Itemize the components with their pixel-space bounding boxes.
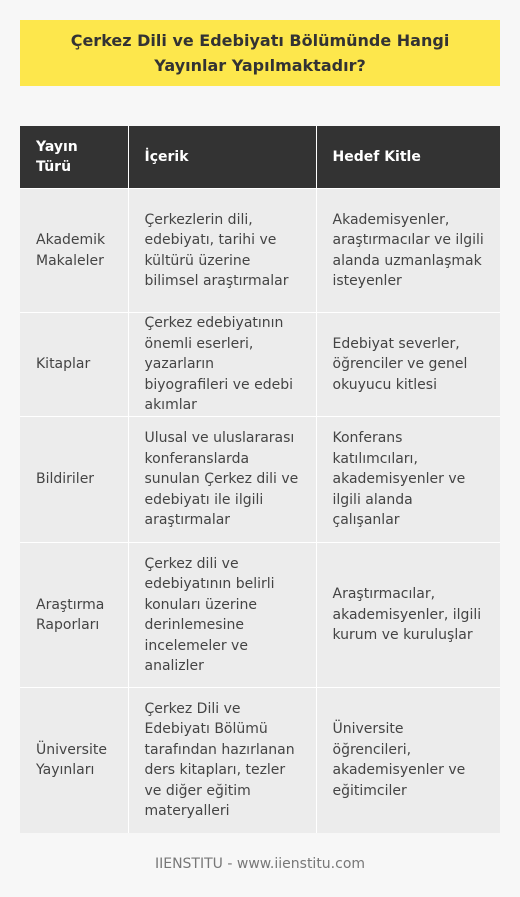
cell-publication-type: Kitaplar xyxy=(20,313,128,417)
table-row xyxy=(20,543,500,688)
cell-content: Çerkezlerin dili, edebiyatı, tarihi ve kültürü üzerine bilimsel araştırmalar xyxy=(128,189,316,313)
table-header-row xyxy=(20,126,500,189)
page-title-text: Çerkez Dili ve Edebiyatı Bölümünde Hangi Yayınlar Yapılmaktadır? xyxy=(70,31,450,75)
cell-target-audience: Üniversite öğrencileri, akademisyenler ve eğitimciler xyxy=(316,688,500,833)
cell-publication-type: Üniversite Yayınları xyxy=(20,688,128,833)
cell-content: Çerkez edebiyatının önemli eserleri, yazarların biyografileri ve edebi akımlar xyxy=(128,313,316,417)
publications-table xyxy=(20,126,500,833)
cell-publication-type: Bildiriler xyxy=(20,417,128,543)
page-title xyxy=(20,20,500,86)
header-publication-type: Yayın Türü xyxy=(20,126,128,189)
table-row xyxy=(20,688,500,833)
table-row xyxy=(20,189,500,313)
cell-content: Çerkez dili ve edebiyatının belirli konuları üzerine derinlemesine incelemeler ve analizler xyxy=(128,543,316,688)
cell-publication-type: Araştırma Raporları xyxy=(20,543,128,688)
cell-content: Ulusal ve uluslararası konferanslarda sunulan Çerkez dili ve edebiyatı ile ilgili araştırmalar xyxy=(128,417,316,543)
cell-publication-type: Akademik Makaleler xyxy=(20,189,128,313)
cell-target-audience: Akademisyenler, araştırmacılar ve ilgili alanda uzmanlaşmak isteyenler xyxy=(316,189,500,313)
header-content: İçerik xyxy=(128,126,316,189)
cell-target-audience: Araştırmacılar, akademisyenler, ilgili kurum ve kuruluşlar xyxy=(316,543,500,688)
table-row xyxy=(20,313,500,417)
cell-target-audience: Edebiyat severler, öğrenciler ve genel okuyucu kitlesi xyxy=(316,313,500,417)
cell-content: Çerkez Dili ve Edebiyatı Bölümü tarafından hazırlanan ders kitapları, tezler ve diğer eğitim materyalleri xyxy=(128,688,316,833)
cell-target-audience: Konferans katılımcıları, akademisyenler ve ilgili alanda çalışanlar xyxy=(316,417,500,543)
table-row xyxy=(20,417,500,543)
footer-credit: IIENSTITU - www.iienstitu.com xyxy=(154,856,366,872)
header-target-audience: Hedef Kitle xyxy=(316,126,500,189)
